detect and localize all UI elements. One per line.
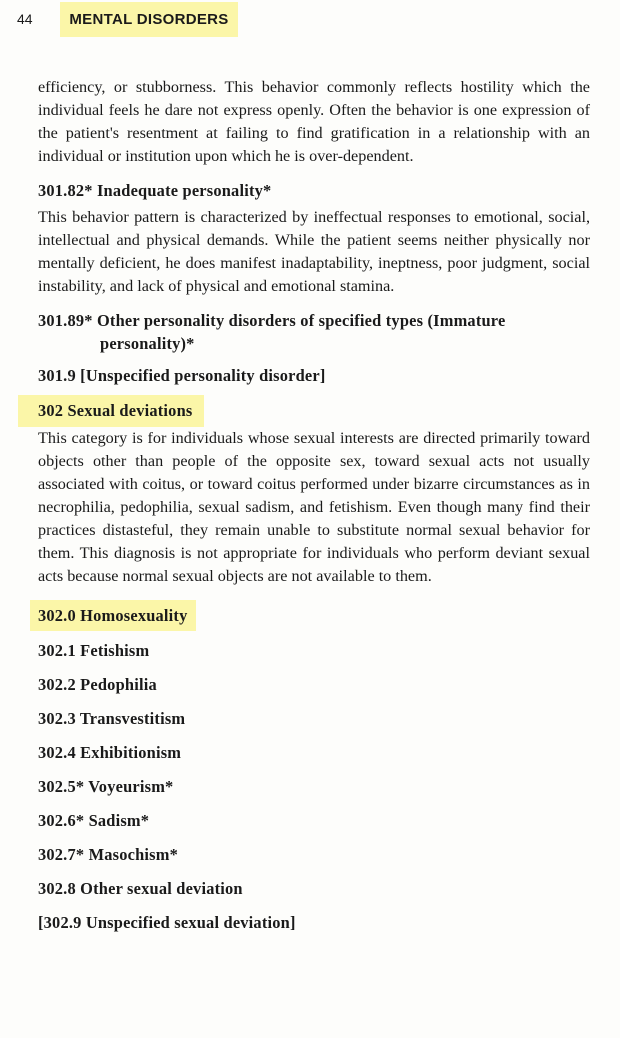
subcategory-302-7: 302.7* Masochism* [38, 845, 178, 864]
heading-301-9: 301.9 [Unspecified personality disorder] [38, 366, 326, 385]
paragraph-302: This category is for individuals whose sexual interests are directed primarily toward objects other than people of the opposite sex, toward sexual acts not usually associated with coitus, or toward coitus performed under bizarre circumstances as in necrophilia, pedophilia, sexual sadism, and fetishism. Even though many find their practices distasteful, they remain unable to substitute normal sexual behavior for them. This diagnosis is not appropriate for individuals who perform deviant sexual acts because normal sexual objects are not available to them. [38, 429, 590, 585]
subcategory-302-1: 302.1 Fetishism [38, 641, 150, 660]
subcategory-302-0-highlighted: 302.0 Homosexuality [30, 600, 196, 631]
subcategory-302-4: 302.4 Exhibitionism [38, 743, 182, 762]
page-number: 44 [17, 11, 33, 27]
subcategory-list [38, 600, 590, 934]
heading-301-82: 301.82* Inadequate personality* [38, 181, 272, 200]
subcategory-302-6: 302.6* Sadism* [38, 811, 150, 830]
subcategory-302-9: [302.9 Unspecified sexual deviation] [38, 913, 296, 932]
subcategory-302-5: 302.5* Voyeurism* [38, 777, 174, 796]
heading-302-highlighted: 302 Sexual deviations [18, 395, 204, 427]
subcategory-302-8: 302.8 Other sexual deviation [38, 879, 243, 898]
subcategory-302-3: 302.3 Transvestitism [38, 709, 186, 728]
running-head-highlighted: MENTAL DISORDERS [60, 2, 238, 37]
subcategory-302-2: 302.2 Pedophilia [38, 675, 157, 694]
heading-301-89: 301.89* Other personality disorders of specified types (Immature personality)* [38, 311, 506, 353]
paragraph-301-82: This behavior pattern is characterized by ineffectual responses to emotional, social, intellectual and physical demands. While the patient seems neither physically nor mentally deficient, he does manifest inadaptability, ineptness, poor judgment, social instability, and lack of physical and emotional stamina. [38, 208, 590, 295]
intro-paragraph: efficiency, or stubborness. This behavior commonly reflects hostility which the individual feels he dare not express openly. Often the behavior is one expression of the patient's resentment at failing to find gratification in a relationship with an individual or institution upon which he is over-dependent. [38, 78, 590, 165]
page-content [38, 76, 590, 945]
